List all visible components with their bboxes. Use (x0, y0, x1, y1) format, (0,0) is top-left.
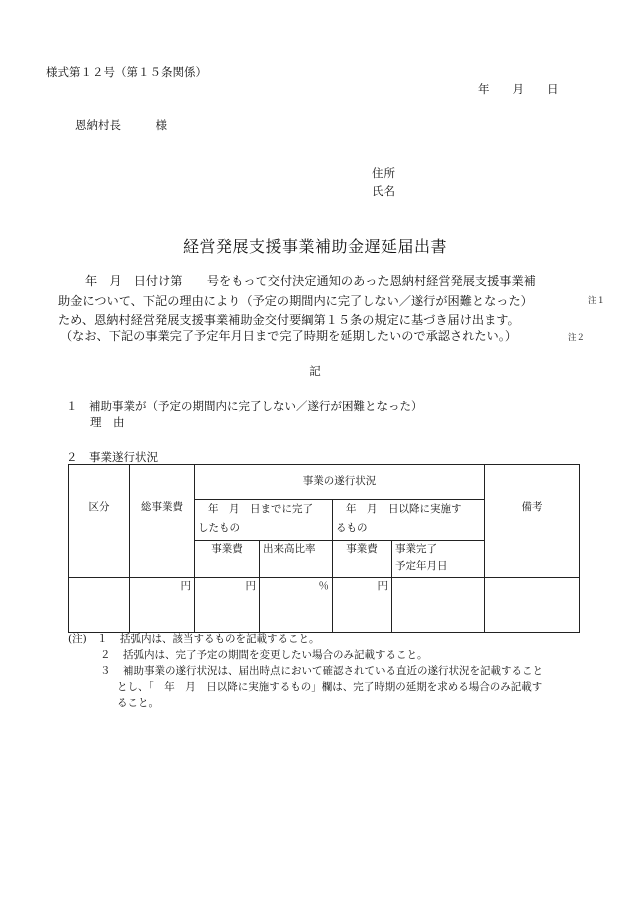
footnote-3-text-c: ること。 (117, 697, 159, 709)
section-1-heading: １ 補助事業が（予定の期間内に完了しない／遂行が困難となった） (66, 399, 423, 413)
sub-header-after-2: るもの (336, 522, 368, 534)
col-status-header: 事業の遂行状況 (195, 465, 485, 500)
body-line-2: 助金について、下記の理由により（予定の期間内に完了しない／遂行が困難となった） (58, 294, 533, 308)
note-2-marker: 注２ (568, 333, 586, 343)
sub-header-before-1: 年 月 日までに完了 (208, 503, 313, 515)
h-cost1: 事業費 (195, 541, 260, 578)
cell-kubun (69, 578, 130, 633)
h-ratio: 出来高比率 (260, 541, 333, 578)
col-total-header: 総事業費 (130, 465, 195, 578)
sub-header-after-1: 年 月 日以降に実施す (346, 503, 462, 515)
cell-ratio-unit: ％ (260, 578, 333, 633)
h-complete (392, 541, 485, 578)
body-line-3: ため、恩納村経営発展支援事業補助金交付要綱第１５条の規定に基づき届け出ます。 (58, 313, 520, 327)
cell-cost1-unit: 円 (195, 578, 260, 633)
footnote-1-num: １ (97, 633, 108, 645)
sub-header-after (333, 500, 485, 541)
sub-header-before-2: したもの (198, 522, 240, 534)
footnote-2-num: ２ (100, 649, 111, 661)
document-title: 経営発展支援事業補助金遅延届出書 (182, 237, 447, 256)
col-kubun-header: 区分 (69, 465, 130, 578)
status-table (68, 464, 580, 633)
ki-heading: 記 (309, 364, 321, 378)
section-1-reason: 理 由 (90, 415, 125, 429)
section-2-heading: ２ 事業遂行状況 (66, 450, 158, 464)
h-cost2: 事業費 (333, 541, 392, 578)
col-remarks-header: 備考 (485, 465, 580, 578)
body-line-4: （なお、下記の事業完了予定年月日まで完了時期を延期したいので承認されたい。） (60, 329, 518, 343)
footnote-3-num: ３ (100, 665, 111, 677)
cell-complete (392, 578, 485, 633)
footnote-1-text: 括弧内は、該当するものを記載すること。 (120, 633, 320, 645)
footnote-2-text: 括弧内は、完了予定の期間を変更したい場合のみ記載すること。 (123, 649, 428, 661)
footnote-3-text-b: とし、「 年 月 日以降に実施するもの」欄は、完了時期の延期を求める場合のみ記載す (117, 681, 543, 693)
body-line-1: 年 月 日付け第 号をもって交付決定通知のあった恩納村経営発展支援事業補 (85, 274, 536, 288)
note-1-marker: 注１ (588, 296, 606, 306)
form-number: 様式第１２号（第１５条関係） (46, 65, 207, 79)
footnote-prefix: (注) (68, 633, 87, 645)
date-line: 年 月 日 (478, 82, 559, 96)
name-label: 氏名 (372, 184, 395, 198)
sub-header-before (195, 500, 333, 541)
cell-cost2-unit: 円 (333, 578, 392, 633)
h-complete-2: 予定年月日 (395, 560, 448, 572)
address-label: 住所 (372, 166, 395, 180)
h-complete-1: 事業完了 (395, 543, 437, 555)
cell-total-unit: 円 (130, 578, 195, 633)
footnote-3-text-a: 補助事業の遂行状況は、届出時点において確認されている直近の遂行状況を記載すること (123, 665, 543, 677)
cell-remarks (485, 578, 580, 633)
addressee: 恩納村長 様 (75, 118, 167, 132)
